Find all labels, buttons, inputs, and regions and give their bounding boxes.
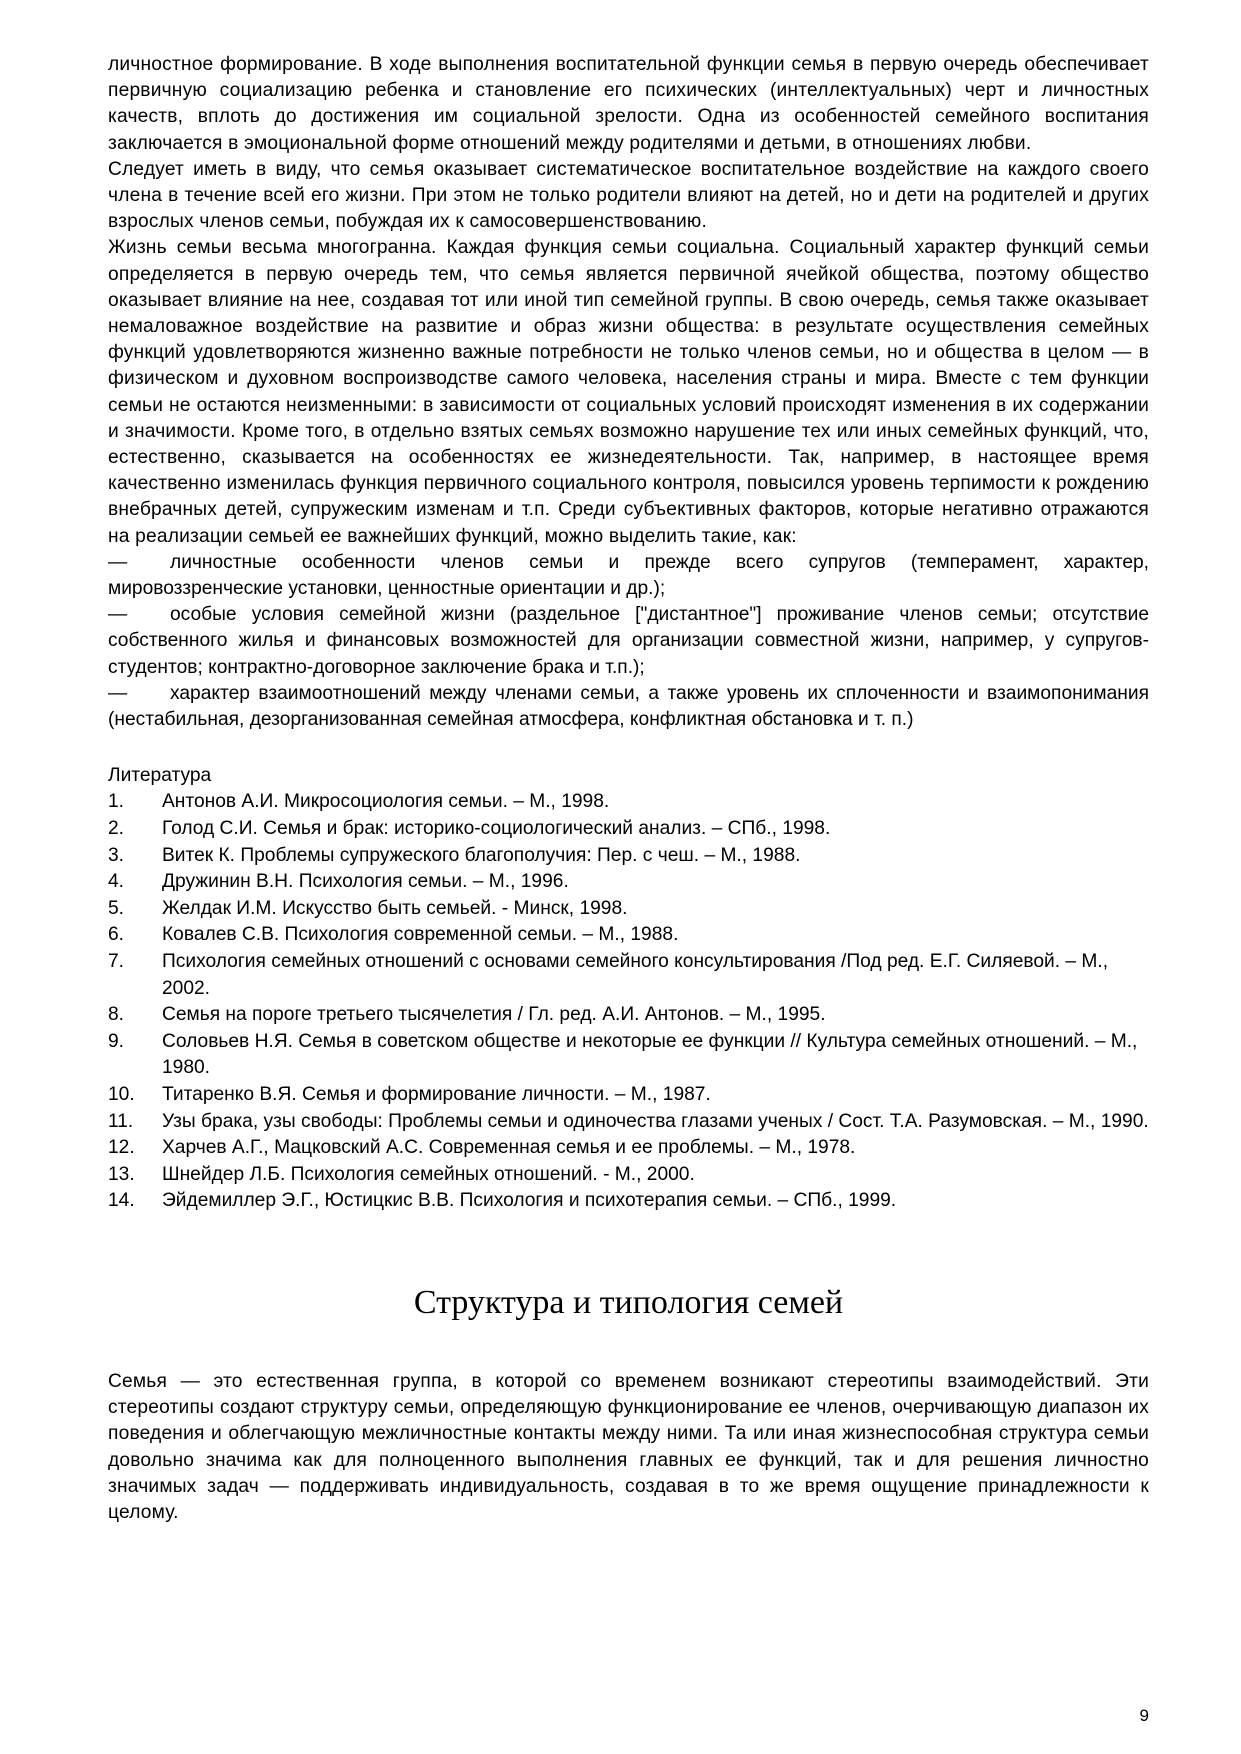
reference-item <box>108 1002 1149 1029</box>
reference-number: 11. <box>108 1110 134 1132</box>
em-dash-marker: — <box>108 604 128 626</box>
reference-text: Антонов А.И. Микросоциология семьи. – М., 1998. <box>162 791 610 813</box>
reference-text: Психология семейных отношений с основами семейного консультирования /Под ред. Е.Г. Силяевой. – М., 2002. <box>162 951 1109 999</box>
reference-item <box>108 843 1149 870</box>
reference-text: Желдак И.М. Искусство быть семьей. - Минск, 1998. <box>162 897 628 919</box>
reference-item <box>108 1082 1149 1109</box>
reference-item <box>108 949 1149 1002</box>
reference-item <box>108 869 1149 896</box>
reference-text: Титаренко В.Я. Семья и формирование личности. – М., 1987. <box>162 1084 711 1106</box>
reference-number: 3. <box>108 844 125 866</box>
reference-item <box>108 789 1149 816</box>
reference-text: Витек К. Проблемы супружеского благополучия: Пер. с чеш. – М., 1988. <box>162 844 801 866</box>
reference-item <box>108 896 1149 923</box>
reference-text: Голод С.И. Семья и брак: историко-социологический анализ. – СПб., 1998. <box>162 818 831 840</box>
reference-number: 12. <box>108 1137 135 1159</box>
dash-list-item-text: характер взаимоотношений между членами семьи, а также уровень их сплоченности и взаимопонимания (нестабильная, дезорганизованная семейная атмосфера, конфликтная обстановка и т. п.) <box>108 682 1149 731</box>
em-dash-marker: — <box>108 551 128 573</box>
reference-number: 10. <box>108 1084 135 1106</box>
reference-number: 1. <box>108 791 125 813</box>
dash-list-item-personal-traits <box>108 550 1149 602</box>
section-heading: Структура и типология семей <box>413 1283 844 1321</box>
reference-text: Дружинин В.Н. Психология семьи. – М., 1996. <box>162 871 569 893</box>
references-heading: Литература <box>108 765 212 787</box>
dash-list-item-text: личностные особенности членов семьи и прежде всего супругов (темперамент, характер, мировоззренческие установки, ценностные ориентации и др.); <box>108 551 1149 600</box>
reference-number: 2. <box>108 818 125 840</box>
reference-number: 9. <box>108 1030 125 1052</box>
em-dash-marker: — <box>108 682 128 704</box>
references-list <box>108 789 1149 1215</box>
reference-item <box>108 816 1149 843</box>
paragraph-systematic-influence: Следует иметь в виду, что семья оказывает систематическое воспитательное воздействие на каждого своего члена в течение всей его жизни. При этом не только родители влияют на детей, но и дети на родителей и других взрослых членов семьи, побуждая их к самосовершенствованию. <box>108 158 1149 233</box>
reference-item <box>108 1188 1149 1215</box>
reference-number: 5. <box>108 897 125 919</box>
paragraph-continuation: личностное формирование. В ходе выполнения воспитательной функции семья в первую очередь обеспечивает первичную социализацию ребенка и становление его психических (интеллектуальных) черт и личностных качеств, вплоть до достижения им социальной зрелости. Одна из особенностей семейного воспитания заключается в эмоциональной форме отношений между родителями и детьми, в отношениях любви. <box>108 54 1149 154</box>
reference-text: Ковалев С.В. Психология современной семьи. – М., 1988. <box>162 924 679 946</box>
reference-number: 4. <box>108 871 125 893</box>
reference-item <box>108 1135 1149 1162</box>
reference-text: Харчев А.Г., Мацковский А.С. Современная семья и ее проблемы. – М., 1978. <box>162 1137 856 1159</box>
reference-text: Шнейдер Л.Б. Психология семейных отношений. - М., 2000. <box>162 1163 695 1185</box>
page-number: 9 <box>1139 1706 1149 1725</box>
reference-item <box>108 922 1149 949</box>
reference-item <box>108 1029 1149 1082</box>
paragraph-social-functions: Жизнь семьи весьма многогранна. Каждая функция семьи социальна. Социальный характер функций семьи определяется в первую очередь тем, что семья является первичной ячейкой общества, поэтому общество оказывает влияние на нее, создавая тот или иной тип семейной группы. В свою очередь, семья также оказывает немаловажное воздействие на развитие и образ жизни общества: в результате осуществления семейных функций удовлетворяются жизненно важные потребности не только членов семьи, но и общества в целом — в физическом и духовном воспроизводстве самого человека, населения страны и мира. Вместе с тем функции семьи не остаются неизменными: в зависимости от социальных условий происходят изменения в их содержании и значимости. Кроме того, в отдельно взятых семьях возможно нарушение тех или иных семейных функций, что, естественно, сказывается на особенностях ее жизнедеятельности. Так, например, в настоящее время качественно изменилась функция первичного социального контроля, повысился уровень терпимости к рождению внебрачных детей, супружеским изменам и т.п. Среди субъективных факторов, которые негативно отражаются на реализации семьей ее важнейших функций, можно выделить такие, как: <box>108 237 1149 547</box>
reference-text: Узы брака, узы свободы: Проблемы семьи и одиночества глазами ученых / Сост. Т.А. Разумовская. – М., 1990. <box>162 1110 1149 1132</box>
reference-text: Соловьев Н.Я. Семья в советском обществе и некоторые ее функции // Культура семейных отношений. – М., 1980. <box>162 1030 1138 1079</box>
reference-number: 7. <box>108 951 125 973</box>
reference-number: 14. <box>108 1190 135 1212</box>
reference-item <box>108 1162 1149 1189</box>
reference-text: Семья на пороге третьего тысячелетия / Гл. ред. А.И. Антонов. – М., 1995. <box>162 1004 826 1026</box>
reference-item <box>108 1109 1149 1136</box>
dash-list-item-living-conditions <box>108 602 1149 681</box>
dash-list-item-text: особые условия семейной жизни (раздельное ["дистантное"] проживание членов семьи; отсутствие собственного жилья и финансовых возможностей для организации совместной жизни, например, у супругов-студентов; контрактно-договорное заключение брака и т.п.); <box>108 604 1149 678</box>
dash-list-item-relationships <box>108 681 1149 733</box>
reference-text: Эйдемиллер Э.Г., Юстицкис В.В. Психология и психотерапия семьи. – СПб., 1999. <box>162 1190 897 1212</box>
reference-number: 8. <box>108 1004 125 1026</box>
reference-number: 13. <box>108 1163 135 1185</box>
reference-number: 6. <box>108 924 125 946</box>
paragraph-family-structure: Семья — это естественная группа, в которой со временем возникают стереотипы взаимодействий. Эти стереотипы создают структуру семьи, определяющую функционирование ее членов, очерчивающую диапазон их поведения и облегчающую межличностные контакты между ними. Та или иная жизнеспособная структура семьи довольно значима как для полноценного выполнения главных ее функций, так и для решения личностно значимых задач — поддерживать индивидуальность, создавая в то же время ощущение принадлежности к целому. <box>108 1370 1149 1523</box>
